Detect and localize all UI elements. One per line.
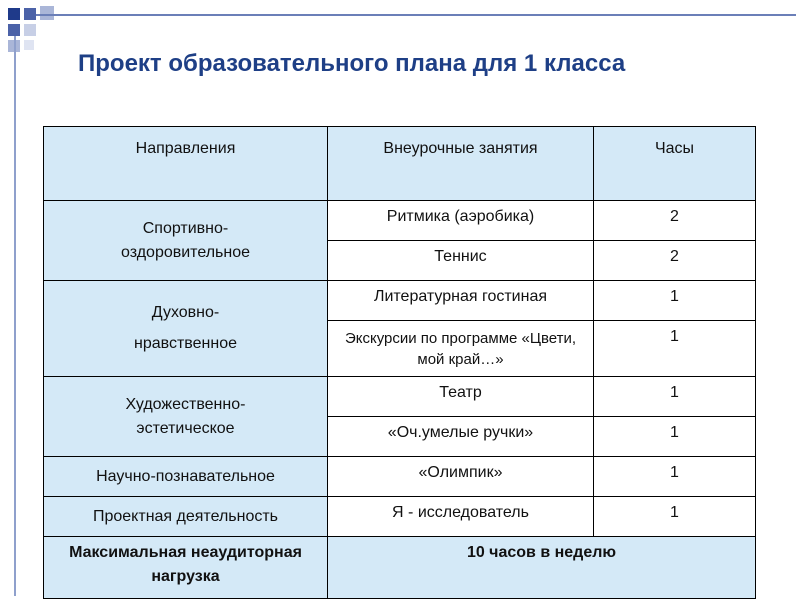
activity-cell: «Олимпик» [328, 457, 594, 497]
direction-cell: Духовно- нравственное [44, 281, 328, 377]
hours-cell: 1 [594, 321, 756, 377]
header-hours: Часы [594, 127, 756, 201]
hours-cell: 1 [594, 457, 756, 497]
hours-cell: 2 [594, 241, 756, 281]
max-load-label: Максимальная неаудиторная нагрузка [44, 537, 328, 599]
activity-cell: Ритмика (аэробика) [328, 201, 594, 241]
table-row [44, 281, 756, 321]
decor-square [24, 40, 34, 50]
table-row [44, 201, 756, 241]
hours-cell: 1 [594, 497, 756, 537]
decor-square [24, 8, 36, 20]
table-header-row [44, 127, 756, 201]
activity-cell: Теннис [328, 241, 594, 281]
max-load-value: 10 часов в неделю [328, 537, 756, 599]
page-title: Проект образовательного плана для 1 класса [78, 50, 626, 77]
table-row [44, 377, 756, 417]
top-divider [36, 14, 796, 16]
table-footer-row [44, 537, 756, 599]
activity-cell: «Оч.умелые ручки» [328, 417, 594, 457]
header-activities: Внеурочные занятия [328, 127, 594, 201]
table-row [44, 457, 756, 497]
hours-cell: 1 [594, 377, 756, 417]
direction-cell: Художественно-эстетическое [44, 377, 328, 457]
activity-cell: Я - исследователь [328, 497, 594, 537]
decor-square [24, 24, 36, 36]
direction-cell: Спортивно-оздоровительное [44, 201, 328, 281]
hours-cell: 1 [594, 417, 756, 457]
header-directions: Направления [44, 127, 328, 201]
direction-cell: Научно-познавательное [44, 457, 328, 497]
direction-cell: Проектная деятельность [44, 497, 328, 537]
decor-square [8, 8, 20, 20]
decor-square [40, 6, 54, 20]
activity-cell: Литературная гостиная [328, 281, 594, 321]
decor-square [8, 24, 20, 36]
hours-cell: 2 [594, 201, 756, 241]
curriculum-table [43, 126, 756, 599]
activity-cell: Экскурсии по программе «Цвети, мой край…» [328, 321, 594, 377]
activity-cell: Театр [328, 377, 594, 417]
left-divider [14, 36, 16, 596]
hours-cell: 1 [594, 281, 756, 321]
table-row [44, 497, 756, 537]
